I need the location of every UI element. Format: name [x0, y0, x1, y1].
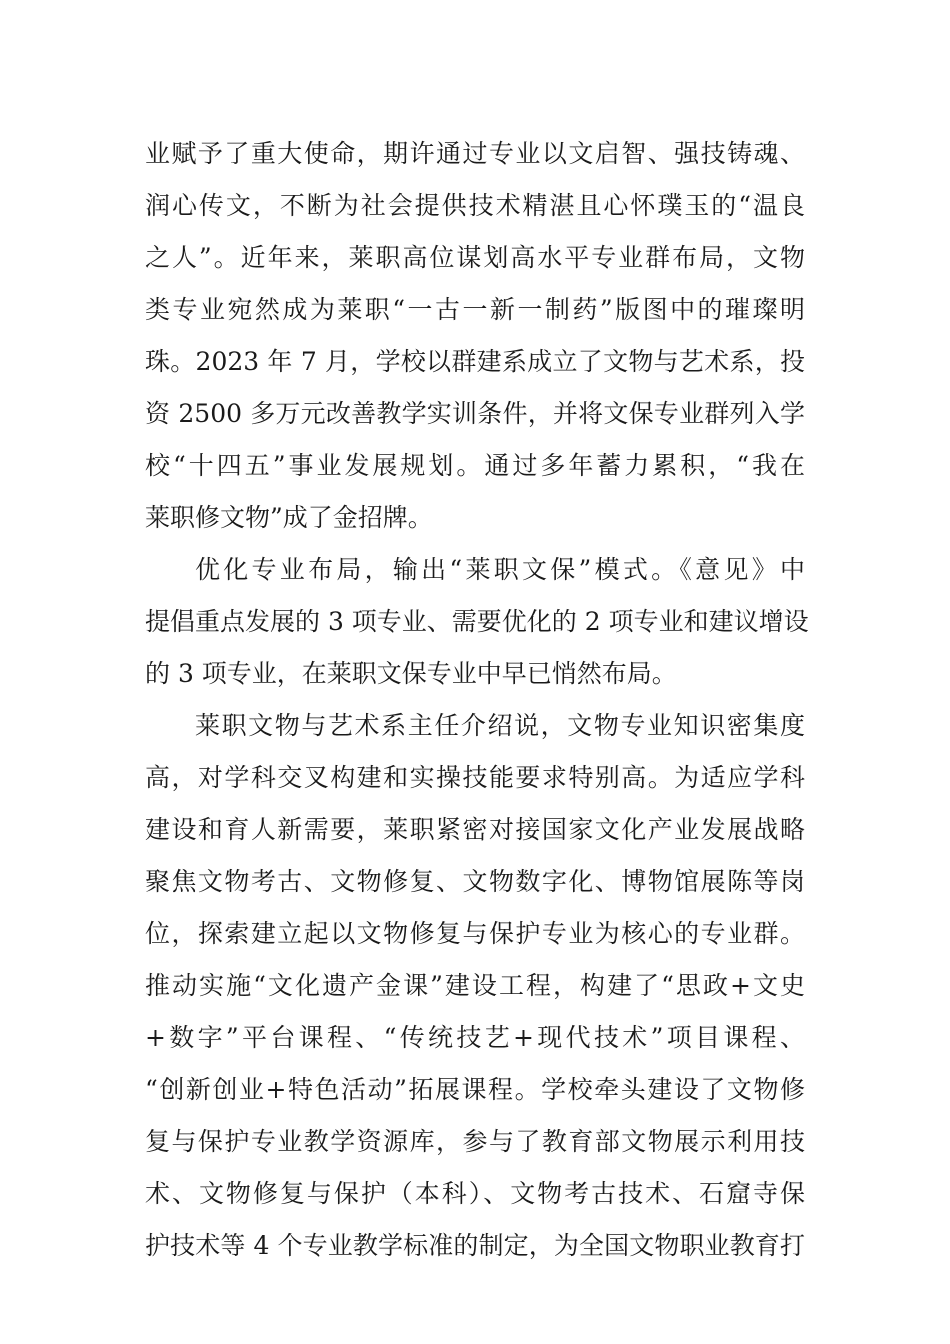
paragraph-first-line: 莱职文物与艺术系主任介绍说，文物专业知识密集度 — [195, 711, 805, 740]
text-line: 珠。2023 年 7 月，学校以群建系成立了文物与艺术系，投 — [145, 347, 805, 376]
text-line: 高，对学科交叉构建和实操技能要求特别高。为适应学科 — [145, 763, 805, 792]
text-line: 护技术等 4 个专业教学标准的制定，为全国文物职业教育打 — [145, 1231, 805, 1260]
text-line: 业赋予了重大使命，期许通过专业以文启智、强技铸魂、 — [145, 139, 805, 168]
text-line: 的 3 项专业，在莱职文保专业中早已悄然布局。 — [145, 659, 677, 688]
text-line: 位，探索建立起以文物修复与保护专业为核心的专业群。 — [145, 919, 805, 948]
paragraph-first-line: 优化专业布局，输出“莱职文保”模式。《意见》中 — [195, 555, 805, 584]
text-line: 资 2500 多万元改善教学实训条件，并将文保专业群列入学 — [145, 399, 805, 428]
text-line: 校“十四五”事业发展规划。通过多年蓄力累积，“我在 — [145, 451, 805, 480]
text-line: 推动实施“文化遗产金课”建设工程，构建了“思政+文史 — [145, 971, 805, 1000]
text-line: 润心传文，不断为社会提供技术精湛且心怀璞玉的“温良 — [145, 191, 805, 220]
text-line: 建设和育人新需要，莱职紧密对接国家文化产业发展战略 — [145, 815, 805, 844]
text-line: 复与保护专业教学资源库，参与了教育部文物展示利用技 — [145, 1127, 805, 1156]
text-line: 莱职修文物”成了金招牌。 — [145, 503, 433, 532]
text-line: “创新创业+特色活动”拓展课程。学校牵头建设了文物修 — [145, 1075, 805, 1104]
text-line: +数字”平台课程、“传统技艺+现代技术”项目课程、 — [145, 1023, 805, 1052]
text-line: 之人”。近年来，莱职高位谋划高水平专业群布局，文物 — [145, 243, 805, 272]
text-line: 聚焦文物考古、文物修复、文物数字化、博物馆展陈等岗 — [145, 867, 805, 896]
text-line: 类专业宛然成为莱职“一古一新一制药”版图中的璀璨明 — [145, 295, 805, 324]
text-line: 提倡重点发展的 3 项专业、需要优化的 2 项专业和建议增设 — [145, 607, 809, 636]
text-line: 术、文物修复与保护（本科）、文物考古技术、石窟寺保 — [145, 1179, 805, 1208]
